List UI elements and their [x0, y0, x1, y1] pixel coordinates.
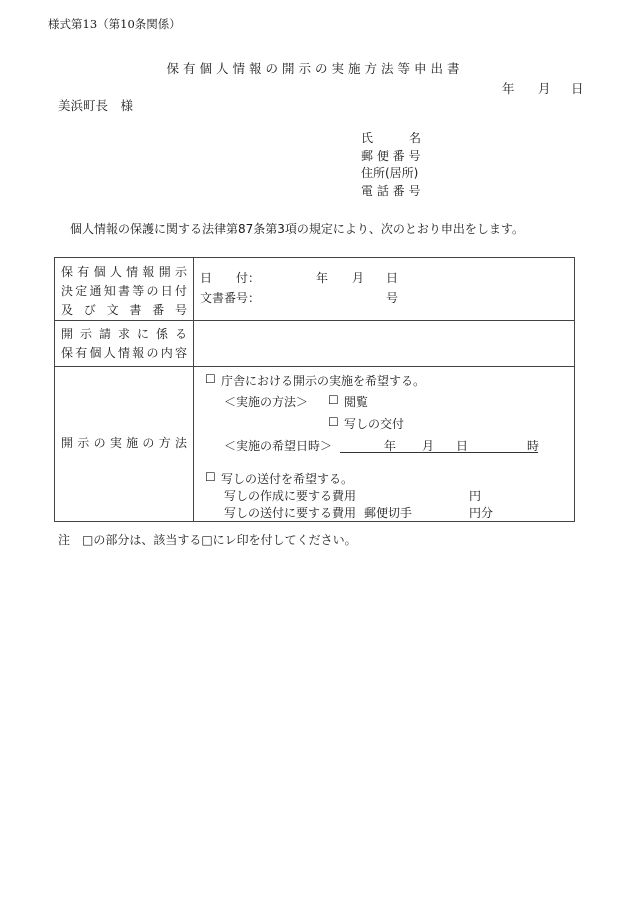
date-day-label: 日: [571, 81, 584, 96]
copy-cost-label: 写しの作成に要する費用: [224, 489, 357, 503]
mail-cost-unit: 円分: [469, 506, 494, 520]
method-heading: ＜実施の方法＞: [224, 395, 309, 409]
view-option-label: 閲覧: [344, 395, 369, 409]
applicant-address-label: 住所(居所): [361, 166, 419, 180]
mail-option-checkbox[interactable]: ☐: [205, 470, 216, 484]
office-option-checkbox[interactable]: ☐: [205, 372, 216, 386]
copy-option-checkbox[interactable]: ☐: [328, 415, 339, 429]
content-label-cell: [55, 321, 194, 367]
copy-option-label: 写しの交付: [344, 417, 405, 431]
doc-number-label: 文書番号：: [200, 291, 261, 305]
footnote: 注 □の部分は、該当する□にレ印を付してください。: [58, 533, 357, 547]
copy-cost-unit: 円: [469, 489, 482, 503]
document-title: 保有個人情報の開示の実施方法等申出書: [166, 61, 464, 76]
notice-year-label: 年: [316, 271, 329, 285]
content-value-cell[interactable]: [194, 321, 575, 367]
notice-day-label: 日: [386, 271, 399, 285]
mail-cost-label: 写しの送付に要する費用: [224, 506, 357, 520]
applicant-name-label: 氏 名: [361, 131, 422, 145]
form-number-label: 様式第13（第10条関係）: [48, 17, 181, 31]
addressee: 美浜町長 様: [58, 98, 134, 113]
notice-date-label-cell: [55, 258, 194, 321]
datetime-heading: ＜実施の希望日時＞: [224, 439, 333, 453]
applicant-postal-label: 郵 便 番 号: [361, 149, 421, 163]
method-label-line: 開示の実施の方法: [61, 436, 187, 450]
application-form-table: [54, 257, 575, 522]
date-year-label: 年: [502, 81, 515, 96]
notice-date-label: 日 付：: [200, 271, 261, 285]
notice-label-line-2: 決定通知書等の日付: [61, 284, 187, 298]
method-label-cell: [55, 367, 194, 522]
statement-text: 個人情報の保護に関する法律第87条第3項の規定により、次のとおり申出をします。: [70, 222, 524, 236]
content-label-line-2: 保有個人情報の内容: [61, 346, 187, 360]
datetime-day-label: 日: [456, 439, 469, 453]
notice-label-line-3: 及び文書番号: [61, 303, 187, 317]
notice-date-value-cell[interactable]: [194, 258, 575, 321]
notice-month-label: 月: [352, 271, 365, 285]
office-option-label: 庁舎における開示の実施を希望する。: [221, 374, 426, 388]
content-label-line-1: 開示請求に係る: [61, 327, 187, 341]
method-value-cell: [194, 367, 575, 522]
notice-label-line-1: 保有個人情報開示: [61, 265, 187, 279]
doc-number-suffix: 号: [386, 291, 399, 305]
view-option-checkbox[interactable]: ☐: [328, 393, 339, 407]
mail-cost-method: 郵便切手: [364, 506, 413, 520]
datetime-underline[interactable]: [340, 452, 538, 453]
mail-option-label: 写しの送付を希望する。: [221, 472, 354, 486]
datetime-hour-label: 時: [527, 439, 540, 453]
datetime-year-label: 年: [384, 439, 397, 453]
date-month-label: 月: [538, 81, 551, 96]
applicant-phone-label: 電 話 番 号: [361, 184, 421, 198]
datetime-month-label: 月: [422, 439, 435, 453]
